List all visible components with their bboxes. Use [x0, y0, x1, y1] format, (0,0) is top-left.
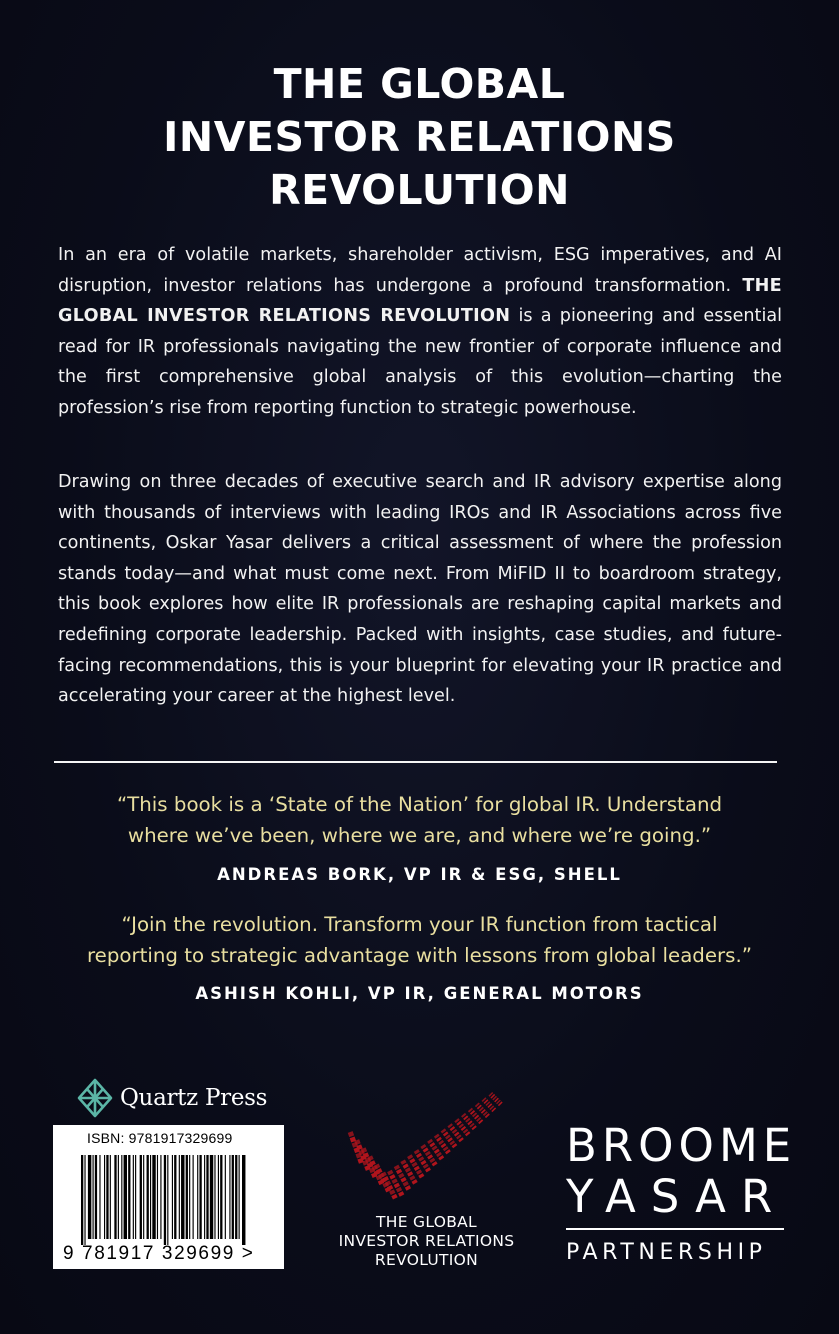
- emblem-line-1: THE GLOBAL: [375, 1213, 477, 1231]
- blurb-p1-book-title: THE GLOBAL INVESTOR RELATIONS REVOLUTION: [58, 275, 782, 327]
- brand-line-1: BROOME: [566, 1119, 797, 1172]
- barcode-bar: [239, 1155, 240, 1239]
- barcode-bar: [140, 1155, 142, 1239]
- quote-1-line-1: “This book is a ‘State of the Nation’ for global IR. Understand: [116, 793, 723, 816]
- barcode-bar: [152, 1155, 155, 1239]
- emblem-cell: [416, 1169, 422, 1174]
- barcode-bar: [106, 1155, 108, 1239]
- barcode-bar: [235, 1155, 237, 1239]
- brand-line-3: PARTNERSHIP: [566, 1240, 767, 1265]
- barcode-bar: [218, 1155, 219, 1239]
- barcode-bar: [118, 1155, 119, 1239]
- blurb-paragraph-1: [58, 240, 782, 424]
- barcode-bar: [204, 1155, 205, 1239]
- barcode-bar: [197, 1155, 198, 1239]
- broome-yasar-logo: [566, 1119, 797, 1265]
- emblem-cell: [420, 1160, 426, 1165]
- quote-1-line-2: where we’ve been, where we are, and where we’re going.”: [127, 824, 712, 847]
- barcode-bar: [81, 1155, 83, 1245]
- barcode-bar: [193, 1155, 194, 1239]
- title-line-3: REVOLUTION: [269, 166, 570, 214]
- barcode-bar: [186, 1155, 188, 1239]
- quote-2-attribution: ASHISH KOHLI, VP IR, GENERAL MOTORS: [195, 984, 644, 1003]
- emblem-cell: [405, 1167, 411, 1172]
- emblem-cell: [414, 1166, 420, 1171]
- emblem-cell: [407, 1171, 413, 1176]
- barcode-bar: [179, 1155, 180, 1239]
- emblem-line-2: INVESTOR RELATIONS: [338, 1232, 515, 1250]
- barcode-bar: [225, 1155, 226, 1239]
- barcode-bar: [167, 1155, 168, 1245]
- barcode-bar: [143, 1155, 144, 1239]
- barcode-bar: [147, 1155, 149, 1239]
- emblem-cell: [398, 1173, 404, 1179]
- emblem-cell: [403, 1181, 409, 1187]
- barcode-bar: [88, 1155, 91, 1239]
- emblem-cell: [407, 1154, 413, 1159]
- barcode-bar: [104, 1155, 105, 1239]
- isbn-label: ISBN: 9781917329699: [87, 1130, 233, 1146]
- title-line-2: INVESTOR RELATIONS: [163, 113, 676, 161]
- barcode-bar: [124, 1155, 127, 1239]
- emblem-cell: [396, 1187, 402, 1193]
- emblem-cell: [389, 1174, 395, 1180]
- emblem-cell: [398, 1191, 404, 1197]
- barcode-bar: [128, 1155, 130, 1239]
- brand-line-2: YASAR: [566, 1170, 788, 1223]
- barcode-bar: [114, 1155, 116, 1239]
- blurb-p1-intro: In an era of volatile markets, shareholder activism, ESG imperatives, and AI disruption, investor relations has undergone a profound transformation.: [58, 245, 782, 296]
- barcode-bar: [232, 1155, 234, 1239]
- barcode-bar: [210, 1155, 213, 1239]
- barcode-bar: [110, 1155, 111, 1239]
- quartz-diamond-icon: [76, 1078, 114, 1118]
- barcode-bar: [160, 1155, 161, 1239]
- barcode-bar: [121, 1155, 122, 1239]
- blurb-p1-rest: is a pioneering and essential read for IR professionals navigating the new frontier of corporate influence and the first comprehensive global analysis of this evolution—charting the profession’s rise from reporting function to strategic powerhouse.: [58, 306, 782, 418]
- barcode-bar: [189, 1155, 190, 1239]
- barcode-bar: [206, 1155, 208, 1239]
- barcode-bar: [133, 1155, 134, 1239]
- emblem-cell: [414, 1149, 420, 1154]
- emblem-cell: [405, 1185, 411, 1191]
- isbn-barcode: [53, 1125, 284, 1269]
- barcode-bar: [157, 1155, 158, 1239]
- quote-1: [30, 789, 809, 851]
- barcode-bar: [181, 1155, 184, 1239]
- quote-2-line-1: “Join the revolution. Transform your IR function from tactical: [121, 913, 718, 936]
- emblem-line-3: REVOLUTION: [374, 1251, 479, 1269]
- publisher-logo: [76, 1078, 267, 1118]
- publisher-name: Quartz Press: [120, 1085, 268, 1111]
- barcode-digits: 9 781917 329699 >: [63, 1243, 255, 1264]
- quote-2-line-2: reporting to strategic advantage with lessons from global leaders.”: [86, 944, 753, 967]
- emblem-cell: [416, 1153, 422, 1158]
- emblem-cell: [348, 1131, 354, 1137]
- barcode-bar: [242, 1155, 245, 1245]
- emblem-cell: [418, 1156, 424, 1161]
- emblem-cell: [391, 1178, 397, 1184]
- emblem-cell: [425, 1167, 431, 1172]
- barcode-bar: [229, 1155, 230, 1239]
- emblem-cell: [423, 1163, 429, 1168]
- emblem-cell: [394, 1183, 400, 1189]
- barcode-bar: [150, 1155, 151, 1239]
- emblem-cell: [403, 1163, 409, 1168]
- barcode-bar: [214, 1155, 215, 1239]
- emblem-cell: [394, 1165, 400, 1171]
- quote-2: [30, 909, 809, 971]
- barcode-bar: [99, 1155, 100, 1239]
- title-line-1: THE GLOBAL: [273, 60, 566, 108]
- blurb-paragraph-2: Drawing on three decades of executive search and IR advisory expertise along with thousands of interviews with leading IROs and IR Associations across five continents, Oskar Yasar delivers a critical assessment of where the profession stands today—and what must come next. From MiFID II to boardroom strategy, this book explores how elite IR professionals are reshaping capital markets and redefining corporate leadership. Packed with insights, case studies, and future-facing recommendations, this is your blueprint for elevating your IR practice and accelerating your career at the highest level.: [58, 472, 782, 707]
- barcode-bar: [174, 1155, 176, 1239]
- emblem-cell: [400, 1177, 406, 1183]
- barcode-bar: [220, 1155, 222, 1239]
- emblem-cell: [409, 1175, 415, 1180]
- barcode-bar: [135, 1155, 136, 1239]
- emblem-cell: [418, 1173, 424, 1178]
- barcode-bar: [93, 1155, 94, 1239]
- barcode-bar: [164, 1155, 166, 1245]
- book-title: [0, 58, 839, 217]
- barcode-bar: [84, 1155, 85, 1245]
- emblem-cell: [391, 1194, 397, 1200]
- brand-divider: [566, 1228, 784, 1230]
- red-checkmark-grid-icon: [340, 1088, 510, 1208]
- emblem-cell: [396, 1169, 402, 1175]
- barcode-bar: [95, 1155, 97, 1239]
- emblem-cell: [400, 1159, 406, 1164]
- divider: [54, 761, 777, 763]
- emblem-title: [300, 1213, 553, 1270]
- emblem-cell: [387, 1170, 393, 1176]
- emblem-cell: [412, 1179, 418, 1184]
- barcode-bar: [199, 1155, 201, 1239]
- barcode-bar: [172, 1155, 173, 1239]
- quote-1-attribution: ANDREAS BORK, VP IR & ESG, SHELL: [217, 865, 622, 884]
